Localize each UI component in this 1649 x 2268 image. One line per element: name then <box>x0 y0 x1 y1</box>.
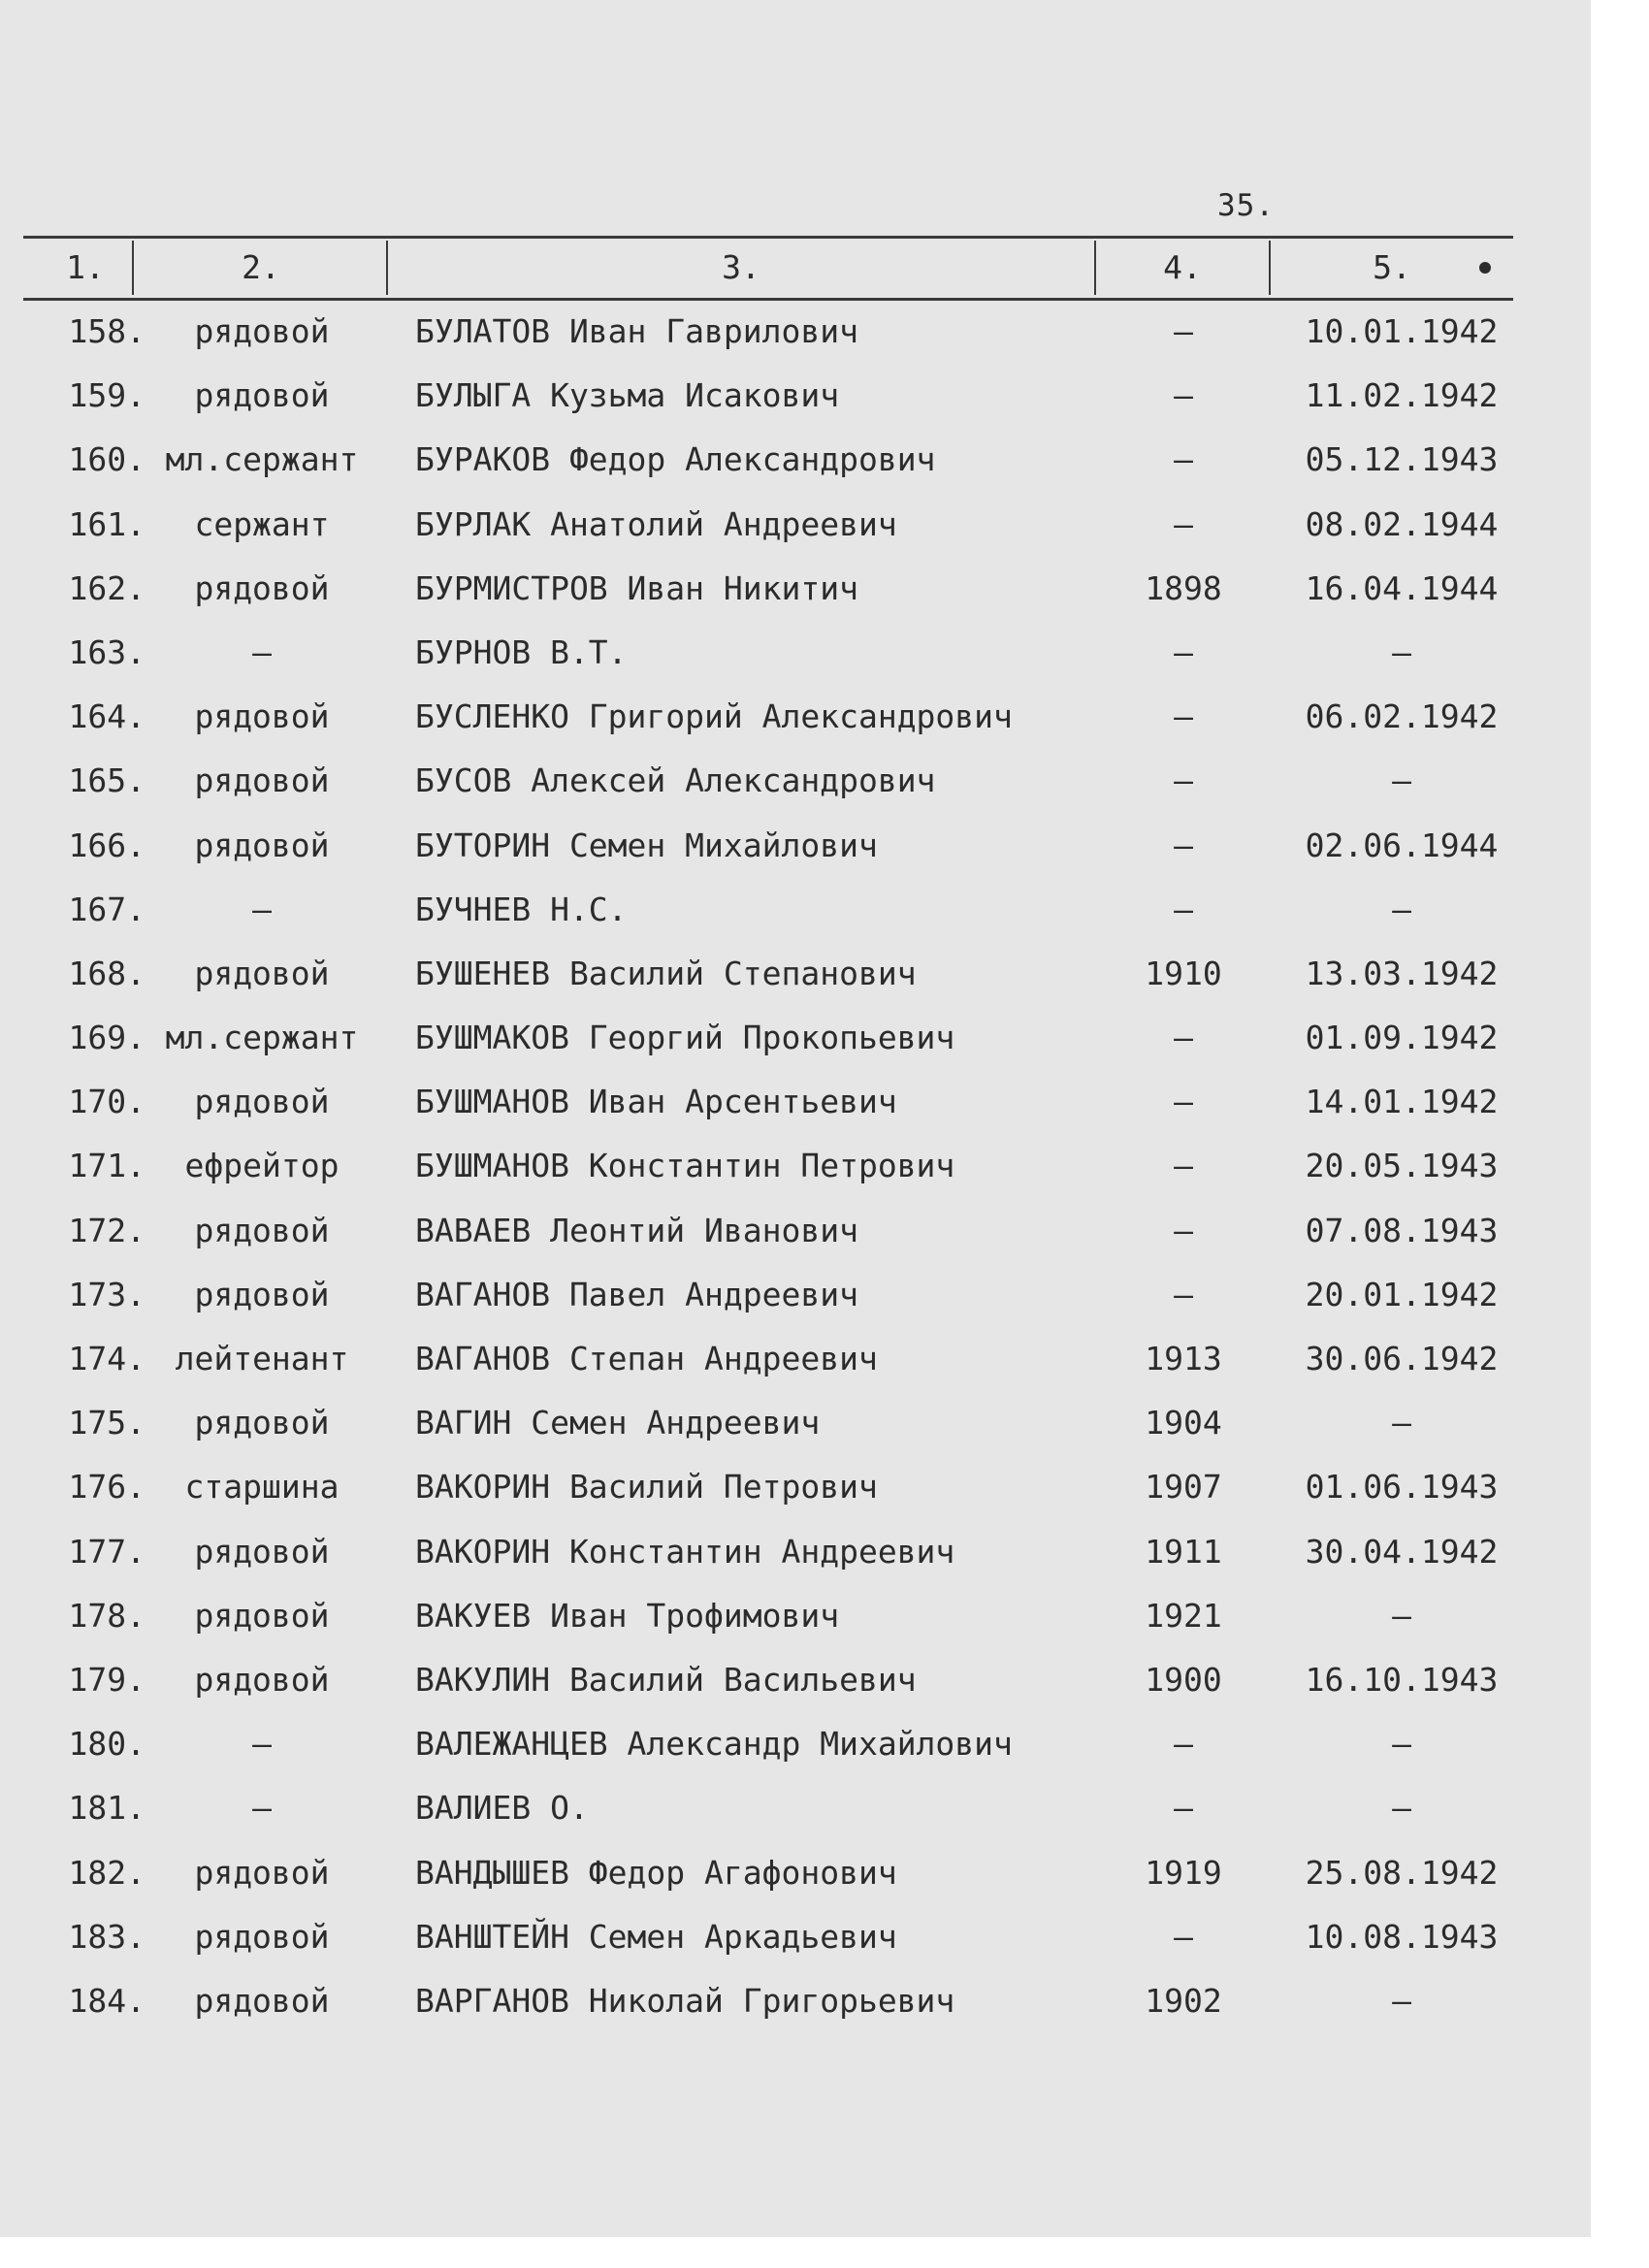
cell-date: – <box>1392 1596 1411 1635</box>
cell-row-number: 165. <box>68 761 146 800</box>
cell-date: 16.04.1944 <box>1305 568 1499 607</box>
cell-date: 01.09.1942 <box>1305 1019 1499 1057</box>
table-row <box>0 1533 1591 1597</box>
cell-row-number: 159. <box>68 376 146 415</box>
cell-date: 11.02.1942 <box>1305 376 1499 415</box>
cell-full-name: БУТОРИН Семен Михайлович <box>415 826 878 864</box>
cell-date: 10.01.1942 <box>1305 312 1499 350</box>
cell-rank: ефрейтор <box>184 1147 340 1185</box>
cell-date: 25.08.1942 <box>1305 1853 1499 1892</box>
cell-rank: – <box>252 632 272 671</box>
cell-full-name: БУСОВ Алексей Александрович <box>415 761 936 800</box>
cell-date: – <box>1392 1404 1411 1442</box>
table-row <box>0 1340 1591 1404</box>
table-row <box>0 1661 1591 1725</box>
table-row <box>0 1404 1591 1468</box>
cell-birth-year: – <box>1174 1147 1193 1185</box>
table-row <box>0 1854 1591 1918</box>
cell-full-name: БУШЕНЕВ Василий Степанович <box>415 954 917 992</box>
cell-rank: рядовой <box>194 1917 330 1956</box>
cell-birth-year: 1900 <box>1145 1660 1222 1699</box>
cell-birth-year: 1907 <box>1145 1468 1222 1507</box>
cell-rank: рядовой <box>194 954 330 992</box>
cell-full-name: ВАКОРИН Василий Петрович <box>415 1468 878 1507</box>
cell-full-name: БУЛАТОВ Иван Гаврилович <box>415 312 858 350</box>
cell-rank: рядовой <box>194 1853 330 1892</box>
table-row <box>0 761 1591 826</box>
cell-date: 13.03.1942 <box>1305 954 1499 992</box>
table-row <box>0 1083 1591 1147</box>
cell-row-number: 182. <box>68 1853 146 1892</box>
cell-full-name: ВАНШТЕЙН Семен Аркадьевич <box>415 1917 897 1956</box>
cell-row-number: 164. <box>68 697 146 736</box>
cell-full-name: ВАГАНОВ Павел Андреевич <box>415 1275 858 1313</box>
cell-birth-year: – <box>1174 890 1193 928</box>
cell-date: 08.02.1944 <box>1305 504 1499 543</box>
cell-rank: рядовой <box>194 697 330 736</box>
cell-row-number: 183. <box>68 1917 146 1956</box>
cell-birth-year: – <box>1174 504 1193 543</box>
cell-date: – <box>1392 1725 1411 1764</box>
table-row <box>0 955 1591 1019</box>
cell-birth-year: – <box>1174 376 1193 415</box>
cell-rank: рядовой <box>194 1660 330 1699</box>
cell-row-number: 184. <box>68 1981 146 2020</box>
cell-full-name: БУЧНЕВ Н.С. <box>415 890 628 928</box>
cell-date: 06.02.1942 <box>1305 697 1499 736</box>
cell-row-number: 166. <box>68 826 146 864</box>
cell-birth-year: – <box>1174 697 1193 736</box>
cell-row-number: 161. <box>68 504 146 543</box>
table-row <box>0 891 1591 955</box>
table-row <box>0 1982 1591 2046</box>
cell-row-number: 171. <box>68 1147 146 1185</box>
cell-rank: мл.сержант <box>165 1019 359 1057</box>
cell-full-name: БУШМАНОВ Константин Петрович <box>415 1147 955 1185</box>
cell-row-number: 178. <box>68 1596 146 1635</box>
cell-rank: лейтенант <box>175 1340 349 1377</box>
cell-row-number: 177. <box>68 1532 146 1571</box>
cell-rank: мл.сержант <box>165 440 359 479</box>
column-header-5: 5. <box>1373 248 1411 286</box>
cell-date: 02.06.1944 <box>1305 826 1499 864</box>
cell-row-number: 168. <box>68 954 146 992</box>
cell-date: 30.04.1942 <box>1305 1532 1499 1571</box>
cell-rank: – <box>252 1789 272 1828</box>
table-row <box>0 1212 1591 1276</box>
cell-full-name: ВАЛИЕВ О. <box>415 1789 589 1828</box>
cell-row-number: 169. <box>68 1019 146 1057</box>
cell-row-number: 179. <box>68 1660 146 1699</box>
cell-rank: – <box>252 1725 272 1764</box>
cell-birth-year: – <box>1174 632 1193 671</box>
column-header-3: 3. <box>722 248 760 286</box>
cell-date: 07.08.1943 <box>1305 1211 1499 1249</box>
cell-date: 05.12.1943 <box>1305 440 1499 479</box>
cell-full-name: БУРНОВ В.Т. <box>415 632 628 671</box>
cell-rank: рядовой <box>194 761 330 800</box>
table-row <box>0 633 1591 697</box>
column-header-1: 1. <box>66 248 105 286</box>
cell-date: 20.01.1942 <box>1305 1275 1499 1313</box>
cell-full-name: ВАКОРИН Константин Андреевич <box>415 1532 955 1571</box>
cell-birth-year: 1902 <box>1145 1981 1222 2020</box>
cell-full-name: ВАЛЕЖАНЦЕВ Александр Михайлович <box>415 1725 1013 1764</box>
cell-rank: рядовой <box>194 1275 330 1313</box>
cell-date: 14.01.1942 <box>1305 1083 1499 1121</box>
table-row <box>0 1147 1591 1211</box>
cell-rank: – <box>252 890 272 928</box>
cell-rank: рядовой <box>194 1532 330 1571</box>
cell-full-name: ВАРГАНОВ Николай Григорьевич <box>415 1981 955 2020</box>
cell-birth-year: 1910 <box>1145 954 1222 992</box>
cell-date: 16.10.1943 <box>1305 1660 1499 1699</box>
cell-full-name: БУШМАКОВ Георгий Прокопьевич <box>415 1019 955 1057</box>
cell-rank: рядовой <box>194 1083 330 1121</box>
header-top-rule <box>23 236 1513 239</box>
cell-date: – <box>1392 761 1411 800</box>
header-bottom-rule <box>23 298 1513 301</box>
cell-rank: рядовой <box>194 568 330 607</box>
cell-rank: рядовой <box>194 312 330 350</box>
cell-full-name: БУРЛАК Анатолий Андреевич <box>415 504 897 543</box>
cell-date: – <box>1392 890 1411 928</box>
cell-rank: рядовой <box>194 376 330 415</box>
cell-full-name: БУСЛЕНКО Григорий Александрович <box>415 697 1013 736</box>
ink-speck <box>1479 262 1491 274</box>
table-row <box>0 1789 1591 1853</box>
cell-full-name: БУРМИСТРОВ Иван Никитич <box>415 568 858 607</box>
table-row <box>0 505 1591 569</box>
cell-rank: рядовой <box>194 826 330 864</box>
table-row <box>0 1918 1591 1982</box>
cell-row-number: 175. <box>68 1404 146 1442</box>
table-row <box>0 312 1591 376</box>
cell-date: 20.05.1943 <box>1305 1147 1499 1185</box>
cell-row-number: 162. <box>68 568 146 607</box>
cell-birth-year: – <box>1174 1211 1193 1249</box>
cell-row-number: 170. <box>68 1083 146 1121</box>
cell-date: 30.06.1942 <box>1305 1340 1499 1377</box>
table-row <box>0 1725 1591 1789</box>
table-row <box>0 1276 1591 1340</box>
cell-birth-year: – <box>1174 826 1193 864</box>
page-number: 35. <box>1217 188 1275 223</box>
cell-birth-year: – <box>1174 440 1193 479</box>
cell-birth-year: – <box>1174 1725 1193 1764</box>
cell-rank: рядовой <box>194 1211 330 1249</box>
cell-birth-year: – <box>1174 1917 1193 1956</box>
cell-birth-year: – <box>1174 1019 1193 1057</box>
cell-row-number: 172. <box>68 1211 146 1249</box>
cell-full-name: ВАГАНОВ Степан Андреевич <box>415 1340 878 1377</box>
column-header-4: 4. <box>1163 248 1202 286</box>
table-row <box>0 376 1591 440</box>
cell-date: – <box>1392 1981 1411 2020</box>
cell-full-name: ВАНДЫШЕВ Федор Агафонович <box>415 1853 897 1892</box>
table-row <box>0 1597 1591 1661</box>
cell-row-number: 158. <box>68 312 146 350</box>
cell-row-number: 163. <box>68 632 146 671</box>
cell-rank: рядовой <box>194 1404 330 1442</box>
cell-date: 01.06.1943 <box>1305 1468 1499 1507</box>
column-separator <box>132 241 134 295</box>
cell-full-name: ВАВАЕВ Леонтий Иванович <box>415 1211 858 1249</box>
cell-full-name: ВАКУЕВ Иван Трофимович <box>415 1596 840 1635</box>
table-row <box>0 826 1591 891</box>
table-row <box>0 440 1591 504</box>
cell-birth-year: 1904 <box>1145 1404 1222 1442</box>
cell-rank: рядовой <box>194 1596 330 1635</box>
table-row <box>0 697 1591 761</box>
cell-row-number: 176. <box>68 1468 146 1507</box>
cell-row-number: 173. <box>68 1275 146 1313</box>
cell-birth-year: 1898 <box>1145 568 1222 607</box>
cell-rank: рядовой <box>194 1981 330 2020</box>
cell-full-name: БУРАКОВ Федор Александрович <box>415 440 936 479</box>
cell-date: – <box>1392 632 1411 671</box>
cell-birth-year: 1913 <box>1145 1340 1222 1377</box>
cell-full-name: БУЛЫГА Кузьма Исакович <box>415 376 840 415</box>
cell-rank: сержант <box>194 504 330 543</box>
cell-birth-year: – <box>1174 312 1193 350</box>
cell-row-number: 167. <box>68 890 146 928</box>
cell-birth-year: 1921 <box>1145 1596 1222 1635</box>
cell-row-number: 160. <box>68 440 146 479</box>
cell-birth-year: – <box>1174 761 1193 800</box>
cell-birth-year: – <box>1174 1083 1193 1121</box>
column-header-2: 2. <box>242 248 280 286</box>
cell-date: – <box>1392 1789 1411 1828</box>
cell-row-number: 174. <box>68 1340 146 1377</box>
cell-rank: старшина <box>184 1468 340 1507</box>
table-row <box>0 1019 1591 1083</box>
table-row <box>0 1468 1591 1532</box>
cell-full-name: БУШМАНОВ Иван Арсентьевич <box>415 1083 897 1121</box>
table-row <box>0 569 1591 633</box>
cell-full-name: ВАГИН Семен Андреевич <box>415 1404 821 1442</box>
table-body <box>0 312 1591 2046</box>
cell-birth-year: 1919 <box>1145 1853 1222 1892</box>
cell-full-name: ВАКУЛИН Василий Васильевич <box>415 1660 917 1699</box>
cell-birth-year: 1911 <box>1145 1532 1222 1571</box>
cell-row-number: 180. <box>68 1725 146 1764</box>
cell-row-number: 181. <box>68 1789 146 1828</box>
cell-birth-year: – <box>1174 1275 1193 1313</box>
cell-date: 10.08.1943 <box>1305 1917 1499 1956</box>
cell-birth-year: – <box>1174 1789 1193 1828</box>
